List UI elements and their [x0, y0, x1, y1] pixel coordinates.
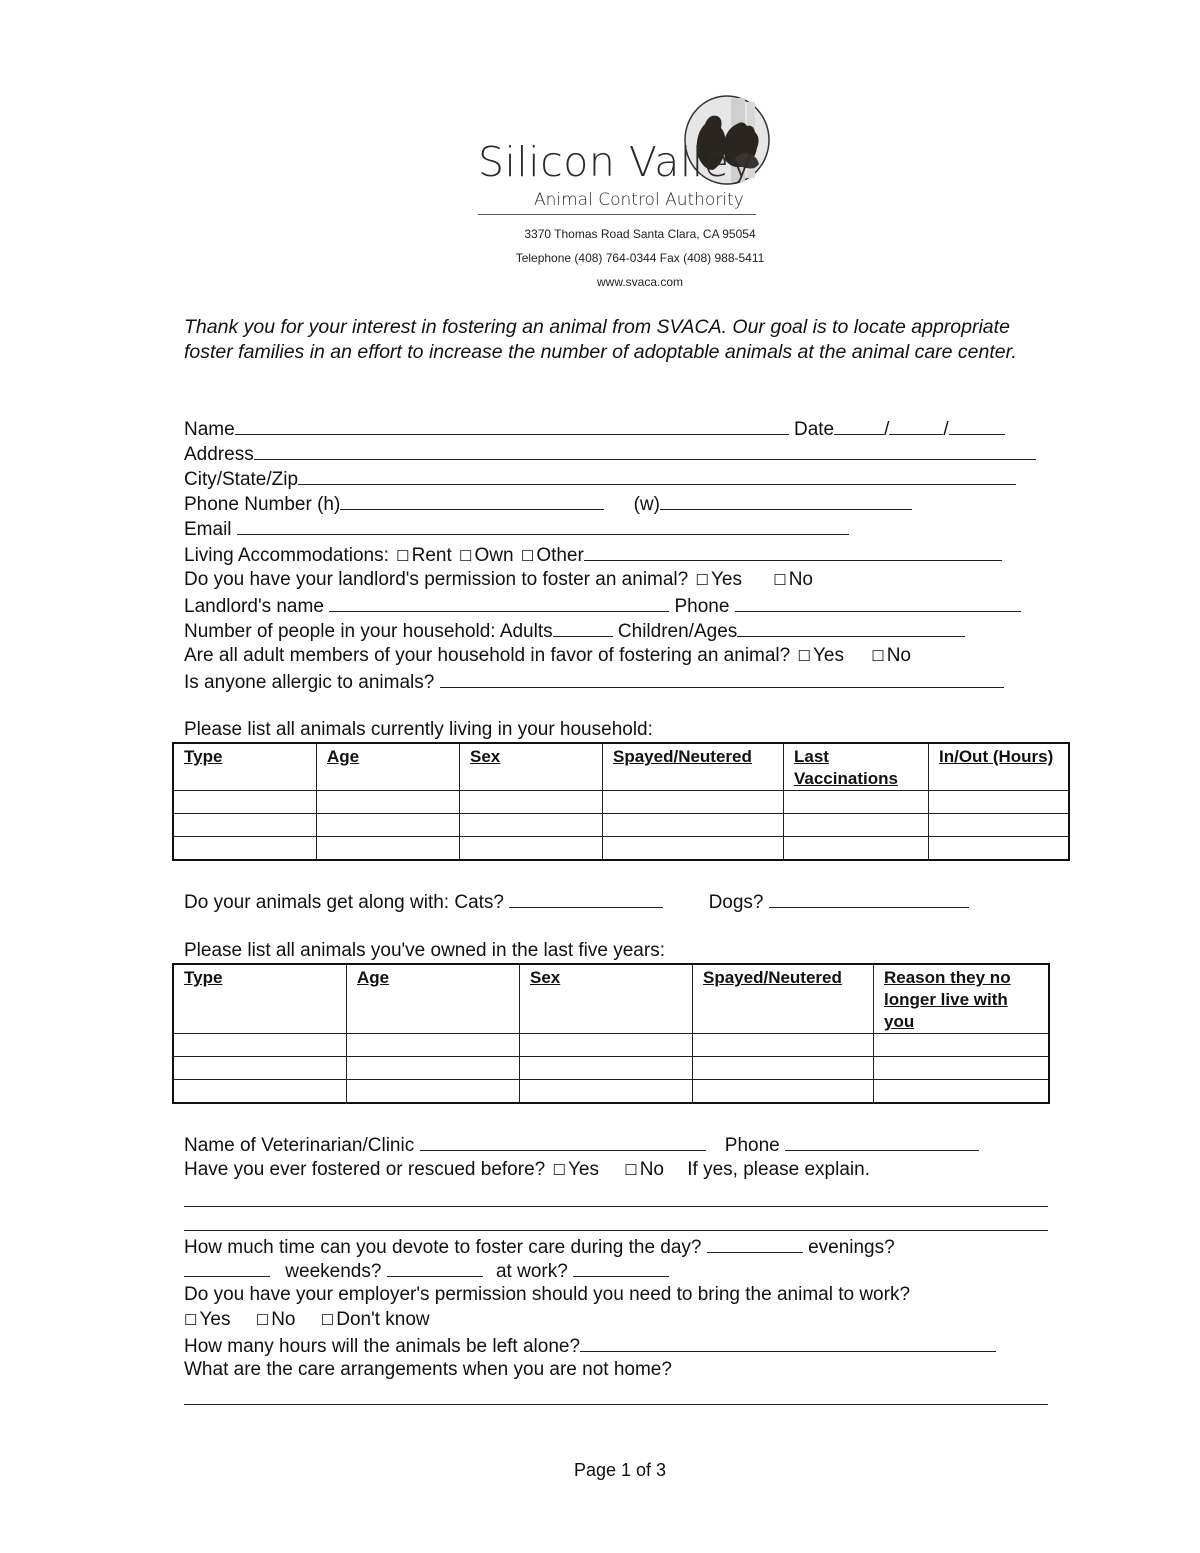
landlord-phone-label: Phone — [674, 596, 730, 617]
evenings-field[interactable] — [184, 1258, 270, 1277]
fostered-no-label: No — [639, 1159, 664, 1180]
landlord-permission-label: Do you have your landlord's permission to foster an animal? — [184, 569, 689, 590]
header-type: Type — [173, 743, 317, 791]
table-cell[interactable] — [460, 837, 603, 861]
cats-label: Do your animals get along with: Cats? — [184, 892, 504, 913]
table-row — [173, 837, 1069, 861]
employer-line — [184, 1283, 910, 1307]
fostered-line — [184, 1158, 870, 1182]
cats-field[interactable] — [509, 889, 663, 908]
landlord-no-checkbox[interactable]: ☐ — [773, 572, 787, 589]
name-label: Name — [184, 419, 235, 440]
living-label: Living Accommodations: — [184, 545, 389, 566]
table-cell[interactable] — [317, 814, 460, 837]
children-label: Children/Ages — [617, 621, 738, 642]
date-day-field[interactable] — [889, 416, 943, 435]
email-label: Email — [184, 519, 232, 540]
city-label: City/State/Zip — [184, 469, 299, 490]
favor-yes-checkbox[interactable]: ☐ — [797, 648, 811, 665]
table-cell[interactable] — [929, 791, 1070, 814]
household-line — [184, 618, 965, 642]
table-cell[interactable] — [173, 814, 317, 837]
vet-name-label: Name of Veterinarian/Clinic — [184, 1135, 415, 1156]
table-cell[interactable] — [317, 837, 460, 861]
header-sex: Sex — [520, 964, 693, 1034]
explain-label: If yes, please explain. — [687, 1159, 870, 1180]
table-cell[interactable] — [874, 1080, 1050, 1104]
table-cell[interactable] — [874, 1034, 1050, 1057]
org-address: 3370 Thomas Road Santa Clara, CA 95054 — [524, 227, 756, 241]
phone-work-field[interactable] — [660, 491, 912, 510]
table-cell[interactable] — [173, 791, 317, 814]
table-cell[interactable] — [520, 1057, 693, 1080]
table-cell[interactable] — [603, 814, 784, 837]
table-cell[interactable] — [520, 1034, 693, 1057]
table-row — [173, 1057, 1049, 1080]
alone-label: How many hours will the animals be left alone? — [184, 1336, 581, 1357]
email-line — [184, 516, 849, 540]
past-animals-table — [172, 963, 1050, 1104]
allergic-line — [184, 669, 1004, 693]
phone-home-field[interactable] — [340, 491, 604, 510]
table-cell[interactable] — [603, 791, 784, 814]
header-spayed: Spayed/Neutered — [603, 743, 784, 791]
adults-label: Number of people in your household: Adults — [184, 621, 553, 642]
address-field[interactable] — [254, 441, 1036, 460]
alone-line — [184, 1333, 996, 1357]
header-spayed: Spayed/Neutered — [693, 964, 874, 1034]
org-website: www.svaca.com — [596, 275, 684, 289]
fostered-label: Have you ever fostered or rescued before? — [184, 1159, 546, 1180]
date-label: Date — [793, 419, 835, 440]
table-row — [173, 1080, 1049, 1104]
rent-checkbox[interactable]: ☐ — [396, 548, 410, 565]
adults-favor-label: Are all adult members of your household in favor of fostering an animal? — [184, 645, 791, 666]
favor-no-checkbox[interactable]: ☐ — [871, 648, 885, 665]
vet-phone-field[interactable] — [785, 1132, 979, 1151]
table-cell[interactable] — [784, 814, 929, 837]
own-checkbox[interactable]: ☐ — [459, 548, 473, 565]
other-checkbox[interactable]: ☐ — [520, 548, 535, 565]
phone-line — [184, 491, 912, 515]
table-cell[interactable] — [929, 837, 1070, 861]
landlord-permission-line — [184, 568, 813, 592]
table-cell[interactable] — [693, 1034, 874, 1057]
favor-yes-label: Yes — [812, 645, 844, 666]
employer-no-checkbox[interactable]: ☐ — [255, 1312, 270, 1329]
landlord-name-field[interactable] — [329, 593, 669, 612]
phone-home-label: Phone Number (h) — [184, 494, 341, 515]
date-month-field[interactable] — [834, 416, 884, 435]
table-cell[interactable] — [347, 1057, 520, 1080]
vet-phone-label: Phone — [724, 1135, 780, 1156]
landlord-name-line — [184, 593, 1021, 617]
employer-dontknow-checkbox[interactable]: ☐ — [320, 1312, 335, 1329]
phone-work-label: (w) — [633, 494, 660, 515]
header-vaccinations: Last Vaccinations — [784, 743, 929, 791]
table-header-row — [173, 743, 1069, 791]
alone-field[interactable] — [580, 1333, 996, 1352]
city-field[interactable] — [298, 466, 1016, 485]
date-year-field[interactable] — [949, 416, 1005, 435]
employer-no-label: No — [271, 1309, 296, 1330]
landlord-name-label: Landlord's name — [184, 596, 324, 617]
table-cell[interactable] — [784, 837, 929, 861]
table-cell[interactable] — [520, 1080, 693, 1104]
favor-no-label: No — [886, 645, 911, 666]
table-cell[interactable] — [173, 1080, 347, 1104]
landlord-phone-field[interactable] — [735, 593, 1021, 612]
table-row — [173, 791, 1069, 814]
org-subtitle: Animal Control Authority — [534, 190, 744, 210]
dogs-field[interactable] — [769, 889, 969, 908]
page-number: Page 1 of 3 — [573, 1460, 667, 1480]
fostered-yes-checkbox[interactable]: ☐ — [552, 1162, 566, 1179]
org-contact-block — [430, 222, 850, 294]
employer-dontknow-label: Don't know — [336, 1309, 430, 1330]
other-field[interactable] — [584, 542, 1002, 561]
current-animals-table — [172, 742, 1070, 861]
table-cell[interactable] — [874, 1057, 1050, 1080]
letterhead — [430, 92, 790, 292]
header-inout: In/Out (Hours) — [929, 743, 1070, 791]
table-cell[interactable] — [460, 814, 603, 837]
table-cell[interactable] — [603, 837, 784, 861]
table-cell[interactable] — [173, 1057, 347, 1080]
landlord-yes-checkbox[interactable]: ☐ — [695, 572, 709, 589]
table-row — [173, 814, 1069, 837]
table-row — [173, 1034, 1049, 1057]
landlord-no-label: No — [788, 569, 813, 590]
table-cell[interactable] — [784, 791, 929, 814]
allergic-label: Is anyone allergic to animals? — [184, 672, 435, 693]
allergic-field[interactable] — [440, 669, 1004, 688]
explain-field-1[interactable] — [184, 1206, 1048, 1207]
children-field[interactable] — [737, 618, 965, 637]
living-line — [184, 542, 1002, 566]
table-cell[interactable] — [173, 1034, 347, 1057]
vet-line — [184, 1132, 979, 1156]
explain-field-2[interactable] — [184, 1230, 1048, 1231]
header-type: Type — [173, 964, 347, 1034]
table-cell[interactable] — [317, 791, 460, 814]
past-animals-title: Please list all animals you've owned in the last five years: — [184, 940, 665, 961]
dogs-label: Dogs? — [708, 892, 764, 913]
time-day-label: How much time can you devote to foster care during the day? — [184, 1237, 702, 1258]
arrangements-line — [184, 1358, 672, 1382]
city-line — [184, 466, 1016, 490]
header-age: Age — [317, 743, 460, 791]
arrangements-label: What are the care arrangements when you are not home? — [184, 1359, 672, 1380]
table-cell[interactable] — [347, 1034, 520, 1057]
own-label: Own — [474, 545, 514, 566]
current-animals-title: Please list all animals currently living in your household: — [184, 719, 653, 740]
arrangements-field[interactable] — [184, 1404, 1048, 1405]
table-cell[interactable] — [929, 814, 1070, 837]
table-cell[interactable] — [347, 1080, 520, 1104]
employer-yes-label: Yes — [199, 1309, 231, 1330]
vet-name-field[interactable] — [420, 1132, 706, 1151]
table-cell[interactable] — [460, 791, 603, 814]
time-week-line — [184, 1258, 669, 1282]
time-day-line — [184, 1234, 895, 1258]
org-name: Silicon Valley — [478, 138, 755, 186]
header-reason: Reason they no longer live with you — [874, 964, 1050, 1034]
fostered-yes-label: Yes — [567, 1159, 599, 1180]
weekends-label: weekends? — [285, 1261, 382, 1282]
employer-label: Do you have your employer's permission should you need to bring the animal to work? — [184, 1284, 911, 1305]
header-sex: Sex — [460, 743, 603, 791]
other-label: Other — [536, 545, 584, 566]
org-phone-fax: Telephone (408) 764-0344 Fax (408) 988-5411 — [515, 251, 765, 265]
table-cell[interactable] — [693, 1080, 874, 1104]
name-date-line: Name Date / / — [184, 416, 1005, 440]
employer-options-line — [184, 1308, 430, 1332]
table-cell[interactable] — [693, 1057, 874, 1080]
get-along-line — [184, 889, 969, 913]
rent-label: Rent — [411, 545, 452, 566]
adults-field[interactable] — [553, 618, 613, 637]
name-field[interactable] — [235, 416, 789, 435]
address-label: Address — [184, 444, 254, 465]
evenings-label: evenings? — [808, 1237, 895, 1258]
work-label: at work? — [495, 1261, 568, 1282]
fostered-no-checkbox[interactable]: ☐ — [624, 1162, 638, 1179]
table-header-row — [173, 964, 1049, 1034]
divider — [478, 214, 756, 215]
intro-paragraph: Thank you for your interest in fostering an animal from SVACA. Our goal is to locate appropriate foster families in an effort to increase the number of adoptable animals at the animal care center. — [184, 316, 1017, 363]
header-age: Age — [347, 964, 520, 1034]
time-day-field[interactable] — [707, 1234, 803, 1253]
address-line — [184, 441, 1036, 465]
employer-yes-checkbox[interactable]: ☐ — [184, 1312, 198, 1329]
email-field[interactable] — [237, 516, 849, 535]
table-cell[interactable] — [173, 837, 317, 861]
landlord-yes-label: Yes — [710, 569, 742, 590]
weekends-field[interactable] — [387, 1258, 483, 1277]
work-field[interactable] — [573, 1258, 669, 1277]
adults-favor-line — [184, 644, 911, 668]
